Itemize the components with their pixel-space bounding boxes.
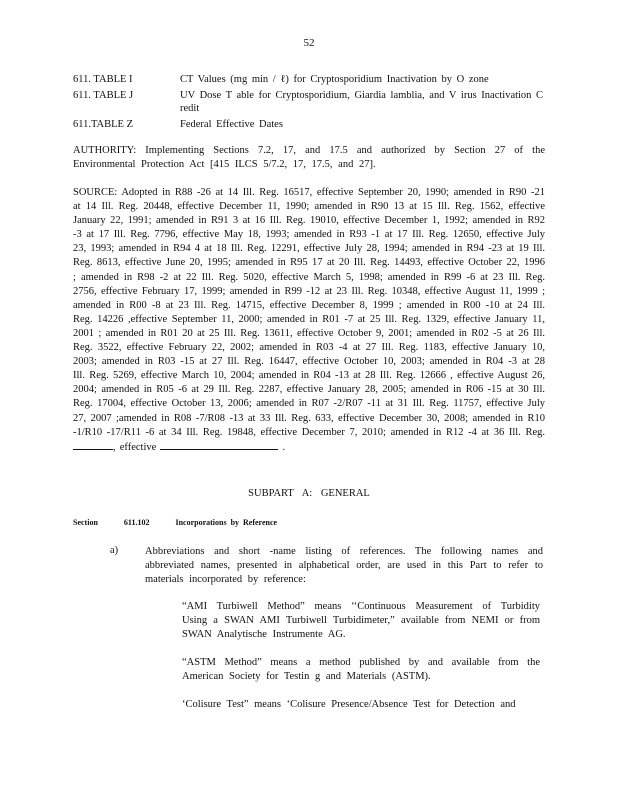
section-title: Incorporations by Reference (175, 518, 278, 527)
definition-list (182, 600, 540, 726)
table-list-row (73, 118, 553, 131)
paragraph-label: a) (110, 545, 119, 556)
table-title: UV Dose T able for Cryptosporidium, Giardia lamblia, and V irus Inactivation C redit (180, 90, 544, 114)
definition-item: “ASTM Method” means a method published by and available from the American Society for Testin g and Materials (ASTM). (182, 657, 540, 682)
page-blank (73, 440, 113, 450)
source-note: SOURCE: Adopted in R88 -26 at 14 Ill. Reg. 16517, effective September 20, 1990; amended in R90 -21 at 14 Ill. Reg. 20448, effective December 11, 1990; amended in R90 13 at 15 Ill. Reg. 1562, effective January 22, 1991; amended in R91 3 at 16 Ill. Reg. 19010, effective December 1, 1992; amended in R92 -3 at 17 Ill. Reg. 7796, effective May 18, 1993; amended in R93 -1 at 17 Ill. Reg. 12650, effective July 23, 1993; amended in R94 4 at 18 Ill. Reg. 12291, effective July 28, 1994; amended in R94 -23 at 19 Ill. Reg. 8613, effective June 20, 1995; amended in R95 17 at 20 Ill. Reg. 14493, effective October 22, 1996 ; amended in R98 -2 at 22 Ill. Reg. 5020, effective March 5, 1998; amended in R99 -6 at 23 Ill. Reg. 2756, effective February 17, 1999; amended in R99 -12 at 23 Ill. Reg. 10348, effective August 11, 1999 ; amended in R00 -8 at 23 Ill. Reg. 14715, effective December 8, 1999 ; amended in R00 -10 at 24 Ill. Reg. 14226 ,effective September 11, 2000; amended in R01 -7 at 25 Ill. Reg. 1329, effective January 11, 2001 ; amended in R01 20 at 25 Ill. Reg. 13611, effective October 9, 2001; amended in R02 -5 at 26 Ill. Reg. 3522, effective February 22, 2002; amended in R03 -4 at 27 Ill. Reg. 1183, effective January 10, 2003; amended in R03 -15 at 27 Ill. Reg. 16447, effective October 10, 2003; amended in R04 -3 at 28 Ill. Reg. 5269, effective March 10, 2004; amended in R04 -13 at 28 Ill. Reg. 12666 , effective August 26, 2004; amended in R05 -6 at 29 Ill. Reg. 2287, effective January 28, 2005; amended in R06 -15 at 30 Ill. Reg. 17004, effective October 13, 2006; amended in R07 -2/R07 -11 at 31 Ill. Reg. 11757, effective July 27, 2007 ;amended in R08 -7/R08 -13 at 33 Ill. Reg. 633, effective December 30, 2008; amended in R10 -1/R10 -17/R11 -6 at 34 Ill. Reg. 19848, effective December 7, 2010; amended in R12 -4 at 36 Ill. Reg. , effective . (73, 187, 545, 453)
table-id: 611. TABLE I (73, 74, 133, 85)
table-id: 611.TABLE Z (73, 119, 134, 130)
source-end: . (282, 441, 286, 453)
section-label: Section (73, 518, 98, 527)
table-id: 611. TABLE J (73, 90, 134, 101)
table-title: Federal Effective Dates (180, 119, 283, 130)
paragraph-a (110, 545, 550, 587)
paragraph-text: Abbreviations and short -name listing of references. The following names and abbreviated names, presented in alphabetical order, are used in this Part to refer to materials incorporated by reference: (145, 546, 543, 585)
page-number: 52 (303, 37, 315, 49)
source-text: SOURCE: Adopted in R88 -26 at 14 Ill. Reg. 16517, effective September 20, 1990; amended in R90 -21 at 14 Ill. Reg. 20448, effective December 11, 1990; amended in R90 13 at 15 Ill. Reg. 1562, effective January 22, 1991; amended in R91 3 at 16 Ill. Reg. 19010, effective December 1, 1992; amended in R92 -3 at 17 Ill. Reg. 7796, effective May 18, 1993; amended in R93 -1 at 17 Ill. Reg. 12650, effective July 23, 1993; amended in R94 4 at 18 Ill. Reg. 12291, effective July 28, 1994; amended in R94 -23 at 19 Ill. Reg. 8613, effective June 20, 1995; amended in R95 17 at 20 Ill. Reg. 14493, effective October 22, 1996 ; amended in R98 -2 at 22 Ill. Reg. 5020, effective March 5, 1998; amended in R99 -6 at 23 Ill. Reg. 2756, effective February 17, 1999; amended in R99 -12 at 23 Ill. Reg. 10348, effective August 11, 1999 ; amended in R00 -8 at 23 Ill. Reg. 14715, effective December 8, 1999 ; amended in R00 -10 at 24 Ill. Reg. 14226 ,effective September 11, 2000; amended in R01 -7 at 25 Ill. Reg. 1329, effective January 11, 2001 ; amended in R01 20 at 25 Ill. Reg. 13611, effective October 9, 2001; amended in R02 -5 at 26 Ill. Reg. 3522, effective February 22, 2002; amended in R03 -4 at 27 Ill. Reg. 1183, effective January 10, 2003; amended in R03 -15 at 27 Ill. Reg. 16447, effective October 10, 2003; amended in R04 -3 at 28 Ill. Reg. 5269, effective March 10, 2004; amended in R04 -13 at 28 Ill. Reg. 12666 , effective August 26, 2004; amended in R05 -6 at 29 Ill. Reg. 2287, effective January 28, 2005; amended in R06 -15 at 30 Ill. Reg. 17004, effective October 13, 2006; amended in R07 -2/R07 -11 at 31 Ill. Reg. 11757, effective July 27, 2007 ;amended in R08 -7/R08 -13 at 33 Ill. Reg. 633, effective December 30, 2008; amended in R10 -1/R10 -17/R11 -6 at 34 Ill. Reg. 19848, effective December 7, 2010; amended in R12 -4 at 36 Ill. Reg. (73, 187, 545, 438)
source-effective-word: effective (119, 441, 157, 453)
table-title: CT Values (mg min / ℓ) for Cryptosporidium Inactivation by O zone (180, 74, 489, 85)
definition-item: ‘Colisure Test” means ‘Colisure Presence/Absence Test for Detection and (182, 699, 516, 710)
section-number: 611.102 (123, 518, 150, 527)
date-blank (160, 440, 278, 450)
table-list-row (73, 73, 553, 86)
table-list (73, 73, 553, 134)
table-list-row (73, 89, 553, 115)
subpart-heading: SUBPART A: GENERAL (248, 488, 370, 499)
definition-item: “AMI Turbiwell Method” means ‘‘Continuous Measurement of Turbidity Using a SWAN AMI Turbiwell Turbidimeter,” available from NEMI or from SWAN Analytische Instrumente AG. (182, 601, 540, 640)
authority-note: AUTHORITY: Implementing Sections 7.2, 17, and 17.5 and authorized by Section 27 of the Environmental Protection Act [415 ILCS 5/7.2, 17, 17.5, and 27]. (73, 145, 545, 170)
section-heading (73, 518, 299, 527)
